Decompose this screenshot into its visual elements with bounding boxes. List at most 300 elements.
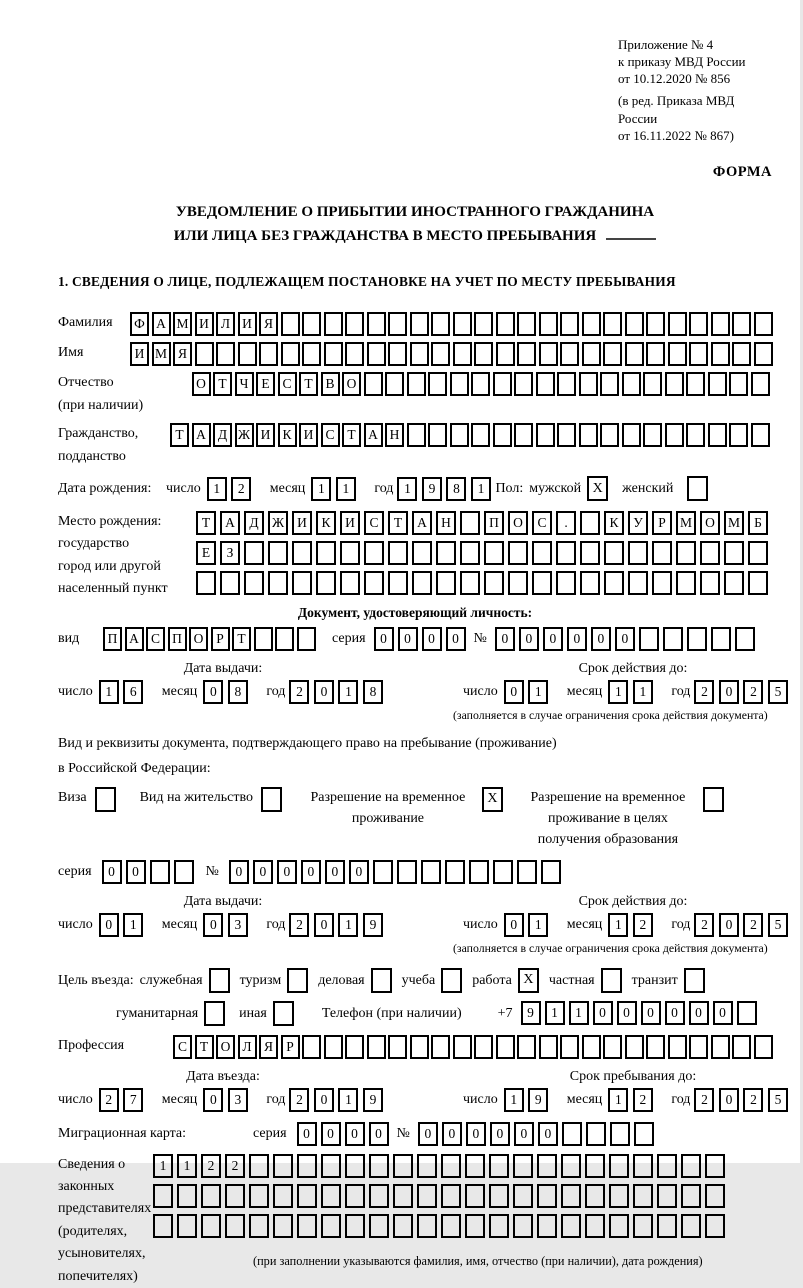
char-cell[interactable] [388, 312, 407, 336]
char-cell[interactable] [259, 342, 278, 366]
char-cell[interactable] [579, 372, 598, 396]
char-cell[interactable]: 5 [768, 1088, 788, 1112]
char-cell[interactable]: 0 [229, 860, 249, 884]
char-cell[interactable] [579, 423, 598, 447]
char-cell[interactable] [751, 423, 770, 447]
char-cell[interactable]: 0 [314, 680, 334, 704]
char-cell[interactable] [268, 571, 288, 595]
char-cell[interactable]: 0 [418, 1122, 438, 1146]
char-cell[interactable] [496, 312, 515, 336]
char-cell[interactable] [153, 1184, 173, 1208]
char-cell[interactable]: Р [211, 627, 230, 651]
char-cell[interactable] [471, 423, 490, 447]
char-cell[interactable] [436, 571, 456, 595]
char-cell[interactable] [441, 1154, 461, 1178]
char-cell[interactable] [410, 342, 429, 366]
char-cell[interactable] [689, 1035, 708, 1059]
char-cell[interactable] [705, 1154, 725, 1178]
char-cell[interactable] [652, 571, 672, 595]
char-cell[interactable]: 0 [126, 860, 146, 884]
char-cell[interactable]: К [316, 511, 336, 535]
char-cell[interactable] [729, 423, 748, 447]
char-cell[interactable] [493, 372, 512, 396]
char-cell[interactable] [561, 1154, 581, 1178]
char-cell[interactable]: 1 [338, 913, 358, 937]
char-cell[interactable] [410, 1035, 429, 1059]
char-cell[interactable]: А [125, 627, 144, 651]
char-cell[interactable] [174, 860, 194, 884]
char-cell[interactable] [560, 1035, 579, 1059]
char-cell[interactable]: К [278, 423, 297, 447]
char-cell[interactable]: А [220, 511, 240, 535]
char-cell[interactable]: 0 [325, 860, 345, 884]
char-cell[interactable]: О [192, 372, 211, 396]
char-cell[interactable]: Я [173, 342, 192, 366]
char-cell[interactable]: И [292, 511, 312, 535]
char-cell[interactable]: 8 [363, 680, 383, 704]
char-cell[interactable] [732, 312, 751, 336]
char-cell[interactable] [732, 342, 751, 366]
visa-checkbox[interactable] [95, 787, 116, 812]
char-cell[interactable]: О [189, 627, 208, 651]
char-cell[interactable] [513, 1154, 533, 1178]
char-cell[interactable]: О [700, 511, 720, 535]
char-cell[interactable]: П [103, 627, 122, 651]
char-cell[interactable] [689, 342, 708, 366]
char-cell[interactable] [711, 1035, 730, 1059]
char-cell[interactable] [321, 1154, 341, 1178]
char-cell[interactable] [681, 1184, 701, 1208]
char-cell[interactable] [754, 1035, 773, 1059]
char-cell[interactable]: 2 [289, 1088, 309, 1112]
char-cell[interactable] [369, 1214, 389, 1238]
char-cell[interactable] [562, 1122, 582, 1146]
char-cell[interactable] [316, 541, 336, 565]
char-cell[interactable] [297, 627, 316, 651]
char-cell[interactable] [625, 312, 644, 336]
char-cell[interactable]: 0 [719, 913, 739, 937]
char-cell[interactable]: 0 [349, 860, 369, 884]
char-cell[interactable] [324, 1035, 343, 1059]
char-cell[interactable] [474, 1035, 493, 1059]
char-cell[interactable] [385, 372, 404, 396]
char-cell[interactable]: 0 [466, 1122, 486, 1146]
char-cell[interactable] [367, 342, 386, 366]
char-cell[interactable]: 0 [277, 860, 297, 884]
char-cell[interactable]: 1 [207, 477, 227, 501]
char-cell[interactable]: 0 [446, 627, 466, 651]
char-cell[interactable]: Т [196, 511, 216, 535]
char-cell[interactable]: 0 [495, 627, 515, 651]
char-cell[interactable] [582, 312, 601, 336]
purpose-humanitarian-checkbox[interactable] [204, 1001, 225, 1026]
char-cell[interactable] [450, 372, 469, 396]
char-cell[interactable] [686, 423, 705, 447]
char-cell[interactable] [513, 1214, 533, 1238]
char-cell[interactable] [225, 1214, 245, 1238]
char-cell[interactable]: Я [259, 312, 278, 336]
char-cell[interactable] [244, 571, 264, 595]
char-cell[interactable] [412, 571, 432, 595]
char-cell[interactable]: Л [238, 1035, 257, 1059]
char-cell[interactable] [585, 1184, 605, 1208]
char-cell[interactable] [708, 372, 727, 396]
char-cell[interactable] [665, 372, 684, 396]
char-cell[interactable] [536, 423, 555, 447]
char-cell[interactable]: О [216, 1035, 235, 1059]
char-cell[interactable] [484, 541, 504, 565]
char-cell[interactable]: 0 [314, 1088, 334, 1112]
char-cell[interactable] [536, 372, 555, 396]
char-cell[interactable] [460, 541, 480, 565]
char-cell[interactable] [681, 1214, 701, 1238]
char-cell[interactable]: 9 [422, 477, 442, 501]
purpose-private-checkbox[interactable] [601, 968, 622, 993]
char-cell[interactable] [557, 423, 576, 447]
char-cell[interactable] [668, 342, 687, 366]
char-cell[interactable]: 2 [633, 913, 653, 937]
char-cell[interactable] [754, 342, 773, 366]
char-cell[interactable] [302, 342, 321, 366]
char-cell[interactable] [541, 860, 561, 884]
char-cell[interactable]: 1 [528, 680, 548, 704]
char-cell[interactable]: Т [342, 423, 361, 447]
char-cell[interactable] [657, 1154, 677, 1178]
char-cell[interactable] [421, 860, 441, 884]
char-cell[interactable] [244, 541, 264, 565]
char-cell[interactable] [711, 627, 731, 651]
char-cell[interactable] [735, 627, 755, 651]
char-cell[interactable] [364, 372, 383, 396]
char-cell[interactable]: 1 [471, 477, 491, 501]
char-cell[interactable] [532, 541, 552, 565]
char-cell[interactable]: 0 [514, 1122, 534, 1146]
char-cell[interactable]: 1 [608, 913, 628, 937]
char-cell[interactable]: 0 [203, 913, 223, 937]
char-cell[interactable] [700, 571, 720, 595]
char-cell[interactable]: И [130, 342, 149, 366]
char-cell[interactable] [345, 342, 364, 366]
char-cell[interactable] [484, 571, 504, 595]
char-cell[interactable] [724, 571, 744, 595]
char-cell[interactable] [514, 372, 533, 396]
char-cell[interactable] [431, 1035, 450, 1059]
char-cell[interactable] [493, 860, 513, 884]
char-cell[interactable] [517, 1035, 536, 1059]
char-cell[interactable] [646, 342, 665, 366]
char-cell[interactable]: 1 [608, 680, 628, 704]
char-cell[interactable]: Е [196, 541, 216, 565]
char-cell[interactable]: 0 [102, 860, 122, 884]
char-cell[interactable] [585, 1154, 605, 1178]
char-cell[interactable]: О [508, 511, 528, 535]
char-cell[interactable] [345, 1214, 365, 1238]
char-cell[interactable] [705, 1184, 725, 1208]
char-cell[interactable] [610, 1122, 630, 1146]
char-cell[interactable]: 0 [203, 680, 223, 704]
char-cell[interactable]: 1 [99, 680, 119, 704]
char-cell[interactable]: 0 [504, 913, 524, 937]
char-cell[interactable] [582, 1035, 601, 1059]
char-cell[interactable] [560, 312, 579, 336]
char-cell[interactable] [388, 1035, 407, 1059]
char-cell[interactable] [216, 342, 235, 366]
char-cell[interactable]: В [321, 372, 340, 396]
char-cell[interactable]: 0 [398, 627, 418, 651]
char-cell[interactable] [412, 541, 432, 565]
char-cell[interactable] [652, 541, 672, 565]
char-cell[interactable] [754, 312, 773, 336]
char-cell[interactable] [441, 1214, 461, 1238]
char-cell[interactable]: 0 [442, 1122, 462, 1146]
char-cell[interactable] [238, 342, 257, 366]
char-cell[interactable] [711, 312, 730, 336]
char-cell[interactable]: 0 [591, 627, 611, 651]
char-cell[interactable] [668, 312, 687, 336]
char-cell[interactable] [367, 312, 386, 336]
char-cell[interactable] [489, 1184, 509, 1208]
char-cell[interactable] [465, 1214, 485, 1238]
char-cell[interactable] [748, 541, 768, 565]
char-cell[interactable]: 0 [504, 680, 524, 704]
char-cell[interactable]: 2 [225, 1154, 245, 1178]
char-cell[interactable] [153, 1214, 173, 1238]
char-cell[interactable]: Е [256, 372, 275, 396]
char-cell[interactable] [729, 372, 748, 396]
char-cell[interactable] [471, 372, 490, 396]
char-cell[interactable] [643, 423, 662, 447]
char-cell[interactable]: 0 [422, 627, 442, 651]
char-cell[interactable] [633, 1184, 653, 1208]
char-cell[interactable] [460, 511, 480, 535]
char-cell[interactable] [281, 312, 300, 336]
char-cell[interactable] [681, 1154, 701, 1178]
char-cell[interactable] [302, 1035, 321, 1059]
char-cell[interactable] [580, 541, 600, 565]
char-cell[interactable] [249, 1154, 269, 1178]
char-cell[interactable] [600, 423, 619, 447]
char-cell[interactable]: П [484, 511, 504, 535]
char-cell[interactable]: 0 [519, 627, 539, 651]
char-cell[interactable] [625, 342, 644, 366]
char-cell[interactable] [748, 571, 768, 595]
char-cell[interactable] [657, 1184, 677, 1208]
char-cell[interactable] [489, 1154, 509, 1178]
char-cell[interactable] [220, 571, 240, 595]
char-cell[interactable] [532, 571, 552, 595]
char-cell[interactable]: 0 [719, 680, 739, 704]
char-cell[interactable] [292, 571, 312, 595]
char-cell[interactable] [586, 1122, 606, 1146]
char-cell[interactable]: Ф [130, 312, 149, 336]
char-cell[interactable] [676, 541, 696, 565]
char-cell[interactable] [417, 1184, 437, 1208]
char-cell[interactable] [321, 1184, 341, 1208]
purpose-work-checkbox[interactable]: X [518, 968, 539, 993]
char-cell[interactable] [668, 1035, 687, 1059]
char-cell[interactable] [517, 342, 536, 366]
char-cell[interactable] [686, 372, 705, 396]
char-cell[interactable] [604, 541, 624, 565]
char-cell[interactable] [292, 541, 312, 565]
char-cell[interactable]: 0 [301, 860, 321, 884]
purpose-official-checkbox[interactable] [209, 968, 230, 993]
char-cell[interactable] [643, 372, 662, 396]
char-cell[interactable]: И [238, 312, 257, 336]
char-cell[interactable] [150, 860, 170, 884]
char-cell[interactable] [397, 860, 417, 884]
char-cell[interactable] [732, 1035, 751, 1059]
char-cell[interactable]: 0 [665, 1001, 685, 1025]
char-cell[interactable] [585, 1214, 605, 1238]
char-cell[interactable]: Б [748, 511, 768, 535]
char-cell[interactable]: К [604, 511, 624, 535]
char-cell[interactable]: П [168, 627, 187, 651]
char-cell[interactable]: 2 [289, 680, 309, 704]
char-cell[interactable] [369, 1184, 389, 1208]
char-cell[interactable] [340, 571, 360, 595]
char-cell[interactable] [665, 423, 684, 447]
char-cell[interactable]: С [146, 627, 165, 651]
char-cell[interactable] [453, 312, 472, 336]
char-cell[interactable] [517, 860, 537, 884]
char-cell[interactable]: 1 [608, 1088, 628, 1112]
char-cell[interactable] [604, 571, 624, 595]
char-cell[interactable] [249, 1214, 269, 1238]
char-cell[interactable] [373, 860, 393, 884]
char-cell[interactable] [609, 1154, 629, 1178]
char-cell[interactable] [539, 342, 558, 366]
char-cell[interactable] [388, 571, 408, 595]
char-cell[interactable] [453, 1035, 472, 1059]
char-cell[interactable] [633, 1154, 653, 1178]
char-cell[interactable]: А [364, 423, 383, 447]
purpose-business-checkbox[interactable] [371, 968, 392, 993]
char-cell[interactable] [428, 423, 447, 447]
char-cell[interactable]: 2 [743, 680, 763, 704]
char-cell[interactable]: 2 [231, 477, 251, 501]
char-cell[interactable] [560, 342, 579, 366]
char-cell[interactable] [316, 571, 336, 595]
char-cell[interactable]: Р [652, 511, 672, 535]
char-cell[interactable]: Р [281, 1035, 300, 1059]
char-cell[interactable]: И [195, 312, 214, 336]
char-cell[interactable]: Т [170, 423, 189, 447]
char-cell[interactable] [724, 541, 744, 565]
char-cell[interactable] [580, 571, 600, 595]
char-cell[interactable] [517, 312, 536, 336]
char-cell[interactable]: Д [213, 423, 232, 447]
char-cell[interactable]: С [364, 511, 384, 535]
char-cell[interactable] [177, 1184, 197, 1208]
char-cell[interactable] [364, 541, 384, 565]
char-cell[interactable] [273, 1214, 293, 1238]
char-cell[interactable]: 1 [528, 913, 548, 937]
char-cell[interactable]: Ч [235, 372, 254, 396]
char-cell[interactable] [646, 1035, 665, 1059]
char-cell[interactable] [297, 1214, 317, 1238]
char-cell[interactable]: Ж [268, 511, 288, 535]
char-cell[interactable] [513, 1184, 533, 1208]
char-cell[interactable]: 0 [593, 1001, 613, 1025]
char-cell[interactable] [431, 312, 450, 336]
char-cell[interactable] [603, 1035, 622, 1059]
char-cell[interactable] [445, 860, 465, 884]
char-cell[interactable]: М [152, 342, 171, 366]
char-cell[interactable]: 0 [297, 1122, 317, 1146]
char-cell[interactable] [705, 1214, 725, 1238]
purpose-transit-checkbox[interactable] [684, 968, 705, 993]
char-cell[interactable]: Н [385, 423, 404, 447]
char-cell[interactable]: 1 [338, 1088, 358, 1112]
char-cell[interactable]: 1 [123, 913, 143, 937]
char-cell[interactable] [708, 423, 727, 447]
char-cell[interactable] [345, 312, 364, 336]
char-cell[interactable] [580, 511, 600, 535]
char-cell[interactable]: Д [244, 511, 264, 535]
char-cell[interactable]: 0 [253, 860, 273, 884]
char-cell[interactable]: 2 [694, 680, 714, 704]
char-cell[interactable]: 0 [641, 1001, 661, 1025]
char-cell[interactable]: 0 [719, 1088, 739, 1112]
char-cell[interactable]: Ж [235, 423, 254, 447]
char-cell[interactable]: З [220, 541, 240, 565]
char-cell[interactable] [367, 1035, 386, 1059]
char-cell[interactable]: 1 [338, 680, 358, 704]
char-cell[interactable] [687, 627, 707, 651]
char-cell[interactable]: 0 [615, 627, 635, 651]
char-cell[interactable]: А [192, 423, 211, 447]
char-cell[interactable] [273, 1154, 293, 1178]
char-cell[interactable]: 2 [289, 913, 309, 937]
char-cell[interactable] [622, 423, 641, 447]
purpose-study-checkbox[interactable] [441, 968, 462, 993]
char-cell[interactable] [417, 1214, 437, 1238]
char-cell[interactable] [177, 1214, 197, 1238]
char-cell[interactable]: Н [436, 511, 456, 535]
char-cell[interactable]: Л [216, 312, 235, 336]
char-cell[interactable]: М [676, 511, 696, 535]
char-cell[interactable] [474, 312, 493, 336]
char-cell[interactable] [428, 372, 447, 396]
char-cell[interactable] [582, 342, 601, 366]
char-cell[interactable] [273, 1184, 293, 1208]
char-cell[interactable] [297, 1154, 317, 1178]
char-cell[interactable] [622, 372, 641, 396]
char-cell[interactable]: 9 [528, 1088, 548, 1112]
char-cell[interactable] [508, 541, 528, 565]
char-cell[interactable] [556, 571, 576, 595]
char-cell[interactable]: Т [195, 1035, 214, 1059]
char-cell[interactable] [537, 1214, 557, 1238]
char-cell[interactable] [646, 312, 665, 336]
char-cell[interactable]: Я [259, 1035, 278, 1059]
char-cell[interactable] [639, 627, 659, 651]
char-cell[interactable]: 0 [345, 1122, 365, 1146]
char-cell[interactable] [537, 1184, 557, 1208]
char-cell[interactable] [474, 342, 493, 366]
char-cell[interactable]: Т [232, 627, 251, 651]
char-cell[interactable] [196, 571, 216, 595]
char-cell[interactable]: М [173, 312, 192, 336]
residence-permit-checkbox[interactable] [261, 787, 282, 812]
char-cell[interactable] [557, 372, 576, 396]
char-cell[interactable]: 0 [567, 627, 587, 651]
char-cell[interactable]: 1 [504, 1088, 524, 1112]
char-cell[interactable] [537, 1154, 557, 1178]
edu-permit-checkbox[interactable] [703, 787, 724, 812]
sex-male-checkbox[interactable]: X [587, 476, 608, 501]
